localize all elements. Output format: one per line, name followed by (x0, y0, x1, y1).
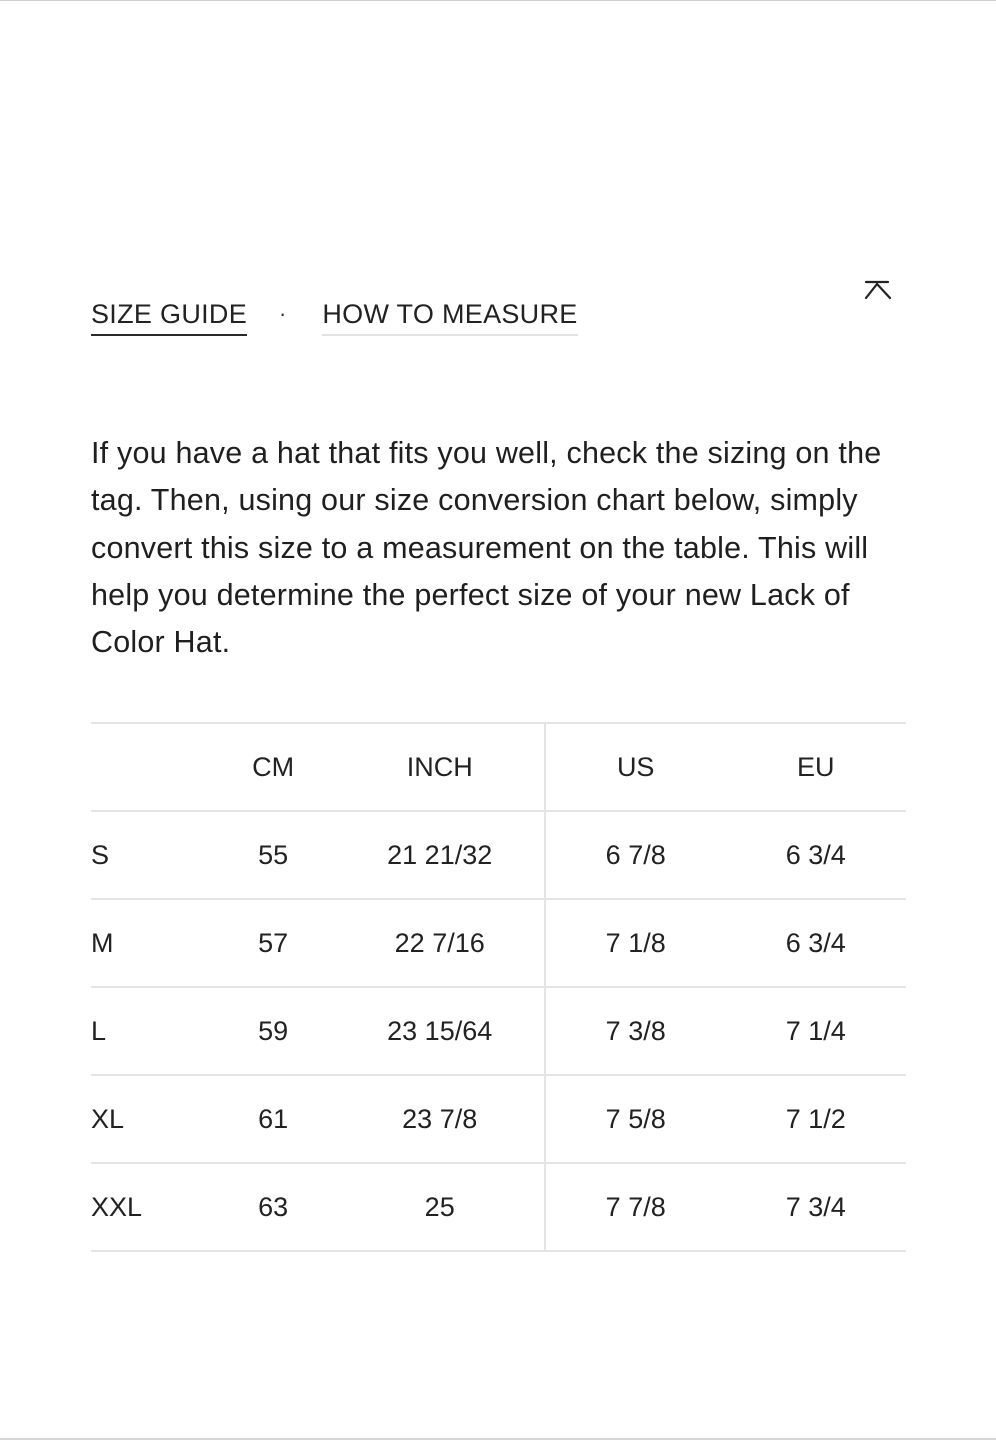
cell-inch: 23 15/64 (335, 987, 545, 1075)
cell-cm: 63 (211, 1163, 336, 1251)
cell-cm: 55 (211, 811, 336, 899)
cell-us: 7 1/8 (545, 899, 726, 987)
cell-inch: 23 7/8 (335, 1075, 545, 1163)
cell-us: 7 7/8 (545, 1163, 726, 1251)
cell-us: 6 7/8 (545, 811, 726, 899)
header-inch: INCH (335, 723, 545, 811)
intro-paragraph: If you have a hat that fits you well, check the sizing on the tag. Then, using our size conversion chart below, simply convert this size to a measurement on the table. This will help you determine the perfect size of your new Lack of Color Hat. (91, 436, 882, 660)
tab-size-guide[interactable]: SIZE GUIDE (91, 298, 247, 336)
cell-eu: 6 3/4 (725, 811, 906, 899)
cell-size: XXL (91, 1163, 211, 1251)
cell-us: 7 3/8 (545, 987, 726, 1075)
header-eu: EU (725, 723, 906, 811)
table-row (91, 987, 906, 1075)
table-header-row (91, 723, 906, 811)
cell-eu: 7 1/2 (725, 1075, 906, 1163)
cell-size: M (91, 899, 211, 987)
cell-eu: 7 1/4 (725, 987, 906, 1075)
cell-size: L (91, 987, 211, 1075)
table-row (91, 899, 906, 987)
tab-how-to-measure[interactable]: HOW TO MEASURE (322, 298, 577, 336)
table-row (91, 1163, 906, 1251)
cell-us: 7 5/8 (545, 1075, 726, 1163)
close-icon (860, 278, 894, 304)
size-conversion-table (91, 722, 906, 1252)
cell-eu: 7 3/4 (725, 1163, 906, 1251)
tab-separator: · (279, 301, 287, 326)
cell-inch: 21 21/32 (335, 811, 545, 899)
table-row (91, 1075, 906, 1163)
cell-cm: 57 (211, 899, 336, 987)
close-button[interactable] (860, 278, 894, 304)
cell-size: S (91, 811, 211, 899)
header-size (91, 723, 211, 811)
cell-cm: 61 (211, 1075, 336, 1163)
cell-cm: 59 (211, 987, 336, 1075)
header-cm: CM (211, 723, 336, 811)
cell-inch: 25 (335, 1163, 545, 1251)
cell-eu: 6 3/4 (725, 899, 906, 987)
header-us: US (545, 723, 726, 811)
top-divider (0, 0, 996, 1)
guide-tabs (91, 298, 578, 338)
table-row (91, 811, 906, 899)
cell-size: XL (91, 1075, 211, 1163)
cell-inch: 22 7/16 (335, 899, 545, 987)
